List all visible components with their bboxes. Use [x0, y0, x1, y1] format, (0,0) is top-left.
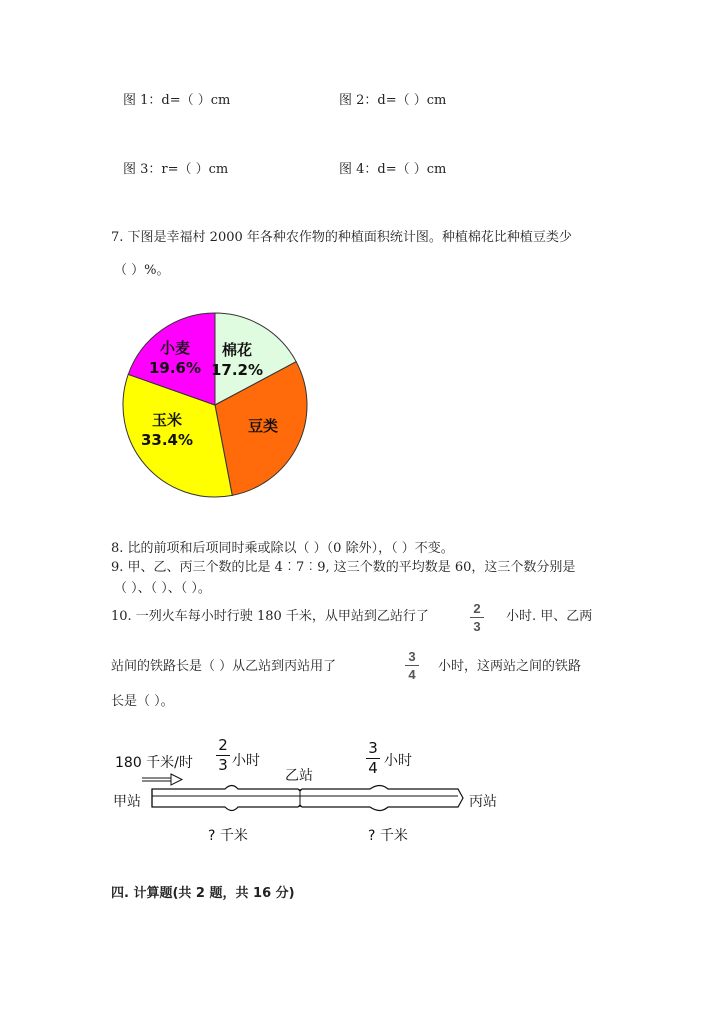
- station-yi-label: 乙站: [285, 768, 313, 784]
- question-10-part3: 站间的铁路长是（ ）从乙站到丙站用了: [111, 659, 337, 674]
- question-7-line1: 7. 下图是幸福村 2000 年各种农作物的种植面积统计图。种植棉花比种植豆类少: [111, 230, 572, 245]
- station-bing-label: 丙站: [469, 794, 497, 810]
- station-jia-label: 甲站: [113, 794, 141, 810]
- pie-label-3: 小麦: [159, 339, 191, 357]
- question-9-line2: （ ）、（ ）、（ ）。: [114, 581, 211, 596]
- fraction-three-quarters: [405, 649, 419, 682]
- pie-value-label-2: 33.4%: [140, 431, 194, 449]
- fraction-numerator: 3: [368, 739, 378, 757]
- pie-value-label-0: 17.2%: [210, 361, 264, 379]
- fraction-denominator: 3: [218, 756, 228, 774]
- question-10-part1: 10. 一列火车每小时行驶 180 千米，从甲站到乙站行了: [111, 609, 429, 624]
- segment2-distance-label: ? 千米: [368, 828, 408, 844]
- question-8: 8. 比的前项和后项同时乘或除以（ ）（0 除外），（ ）不变。: [111, 541, 454, 556]
- question-10-part2: 小时. 甲、乙两: [506, 609, 593, 624]
- fraction-denominator: 4: [368, 759, 378, 777]
- question-10-part5: 长是（ ）。: [111, 694, 174, 709]
- pie-value-label-3: 19.6%: [148, 359, 202, 377]
- railway-track: [140, 768, 470, 818]
- pie-label-1: 豆类: [247, 417, 279, 435]
- fraction-denominator: 4: [408, 667, 416, 682]
- fraction-numerator: 2: [473, 601, 481, 616]
- fraction-denominator: 3: [473, 619, 481, 634]
- segment1-time-unit: 小时: [232, 753, 260, 769]
- segment2-time-unit: 小时: [384, 753, 412, 769]
- pie-chart: [110, 300, 320, 510]
- fraction-two-thirds: [470, 601, 484, 634]
- fraction-numerator: 3: [408, 649, 416, 664]
- segment1-distance-label: ? 千米: [208, 828, 248, 844]
- pie-label-0: 棉花: [221, 341, 253, 359]
- fig3-answer: 图 3：r=（ ）cm: [123, 162, 229, 177]
- fig2-answer: 图 2：d=（ ）cm: [339, 93, 447, 108]
- speed-label: 180 千米/时: [115, 755, 193, 771]
- fig4-answer: 图 4：d=（ ）cm: [339, 162, 447, 177]
- fig1-answer: 图 1：d=（ ）cm: [123, 93, 231, 108]
- fraction-numerator: 2: [218, 736, 228, 754]
- question-10-part4: 小时，这两站之间的铁路: [438, 659, 582, 674]
- pie-label-2: 玉米: [151, 411, 183, 429]
- question-9-line1: 9. 甲、乙、丙三个数的比是 4︰7︰9, 这三个数的平均数是 60，这三个数分别是: [111, 560, 576, 575]
- question-7-line2: （ ）%。: [114, 263, 170, 278]
- section-4-heading: 四. 计算题(共 2 题，共 16 分): [111, 886, 295, 901]
- direction-arrow-icon: [142, 774, 182, 785]
